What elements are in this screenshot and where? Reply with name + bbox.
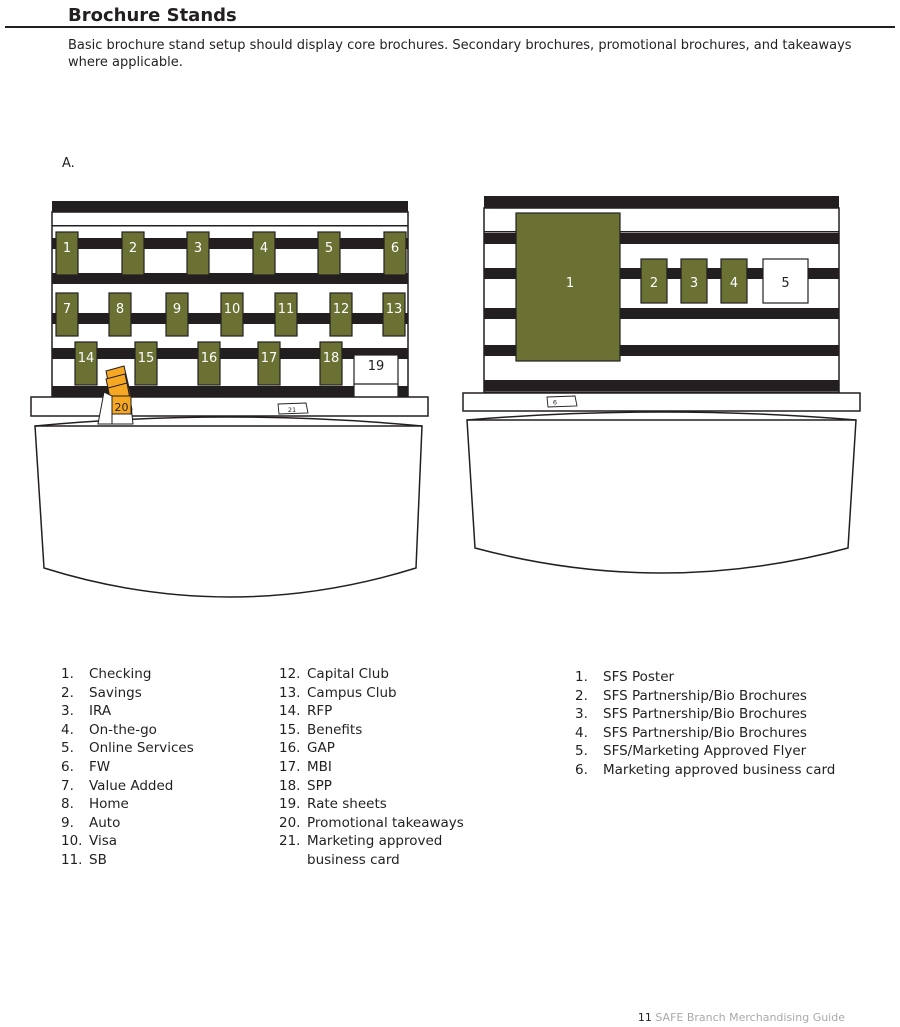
legend-item <box>279 832 464 869</box>
takeaways-label: 20 <box>114 401 129 414</box>
legend-item <box>61 721 194 740</box>
brochure-slot-label: 9 <box>172 302 182 317</box>
right-shelf-bar <box>484 380 839 391</box>
legend-number: 20. <box>279 814 301 831</box>
legend-number: 4. <box>575 724 588 741</box>
legend-left-column-1 <box>61 665 194 870</box>
legend-text: Checking <box>89 666 152 682</box>
legend-text: IRA <box>89 703 112 720</box>
poster-label: 1 <box>565 276 575 291</box>
left-business-card <box>278 403 308 414</box>
legend-item <box>61 814 194 833</box>
legend-number: 21. <box>279 833 301 850</box>
legend-item <box>279 665 464 684</box>
legend-item <box>575 724 835 743</box>
legend-item <box>279 721 464 740</box>
legend-item <box>61 832 194 851</box>
legend-number: 5. <box>575 743 588 760</box>
legend-text: SFS Partnership/Bio Brochures <box>603 724 807 741</box>
legend-text: GAP <box>307 740 335 757</box>
left-shelf-bar <box>52 273 408 284</box>
page-number: 11 <box>637 1011 652 1024</box>
brochure-slot-label: 12 <box>332 302 350 317</box>
rate-sheets-label: 19 <box>367 359 385 374</box>
legend-text: Visa <box>89 833 117 850</box>
legend-number: 16. <box>279 740 301 757</box>
legend-number: 8. <box>61 796 74 813</box>
legend-text: FW <box>89 758 111 775</box>
left-top-header <box>52 201 408 212</box>
legend-item <box>279 777 464 796</box>
legend-number: 4. <box>61 721 74 738</box>
intro-paragraph: Basic brochure stand setup should display core brochures. Secondary brochures, promotional brochures, and takeaways where applicable. <box>68 38 852 70</box>
legend-item <box>61 665 194 684</box>
legend-number: 5. <box>61 740 74 757</box>
legend-text: Marketing approved business card <box>307 833 443 868</box>
legend-number: 2. <box>61 684 74 701</box>
right-stand-cabinet <box>467 420 856 573</box>
brochure-slot-label: 4 <box>259 241 269 256</box>
legend-text: Savings <box>89 684 142 701</box>
brochure-slot-label: 7 <box>62 302 72 317</box>
legend-number: 18. <box>279 777 301 794</box>
brochure-slot-label: 13 <box>385 302 403 317</box>
brochure-slot-label: 3 <box>193 241 203 256</box>
legend-text: Value Added <box>89 777 174 794</box>
legend-text: RFP <box>307 703 333 720</box>
sfs-brochure-label: 2 <box>649 276 659 291</box>
legend-text: On-the-go <box>89 721 157 738</box>
legend-number: 13. <box>279 684 301 701</box>
legend-item <box>61 739 194 758</box>
legend-item <box>61 851 194 870</box>
legend-number: 10. <box>61 833 83 850</box>
legend-number: 11. <box>61 851 83 868</box>
section-label: A. <box>62 156 75 171</box>
legend-left-column-2 <box>279 665 464 870</box>
left-counter <box>31 397 428 416</box>
legend-number: 7. <box>61 777 74 794</box>
legend-number: 14. <box>279 703 301 720</box>
left-stand-cabinet <box>35 426 422 597</box>
legend-number: 1. <box>61 666 74 682</box>
legend-item <box>279 702 464 721</box>
legend-number: 15. <box>279 721 301 738</box>
brochure-slot-label: 15 <box>137 351 155 366</box>
legend-item <box>279 739 464 758</box>
legend-text: Benefits <box>307 721 363 738</box>
left-cabinet-rim <box>35 417 422 426</box>
legend-number: 6. <box>575 761 588 778</box>
legend-text: Marketing approved business card <box>603 761 836 778</box>
legend-number: 19. <box>279 796 301 813</box>
brochure-slot-label: 17 <box>260 351 278 366</box>
right-top-header <box>484 196 839 208</box>
legend-item <box>575 705 835 724</box>
legend-text: MBI <box>307 758 332 775</box>
legend-text: SFS/Marketing Approved Flyer <box>603 743 807 760</box>
legend-text: Rate sheets <box>307 796 387 813</box>
legend-text: Home <box>89 796 129 813</box>
left-stand <box>31 201 428 597</box>
legend-right-column <box>575 668 835 780</box>
right-stand <box>463 196 860 573</box>
legend-item <box>575 687 835 706</box>
page-title: Brochure Stands <box>68 5 237 26</box>
legend-number: 3. <box>61 703 74 720</box>
legend-item <box>575 761 835 780</box>
card-label-right: 6 <box>552 398 558 407</box>
brochure-slot-label: 14 <box>77 351 95 366</box>
legend-text: SFS Partnership/Bio Brochures <box>603 687 807 704</box>
legend-number: 12. <box>279 666 301 682</box>
legend-item <box>61 795 194 814</box>
legend-text: Online Services <box>89 740 194 757</box>
brochure-slot-label: 16 <box>200 351 218 366</box>
legend-number: 2. <box>575 687 588 704</box>
legend-text: Capital Club <box>307 666 389 682</box>
legend-text: SFS Poster <box>603 669 675 685</box>
right-cabinet-rim <box>467 412 856 420</box>
legend-item <box>279 795 464 814</box>
legend-item <box>61 684 194 703</box>
right-counter <box>463 393 860 411</box>
card-label-left: 21 <box>287 406 297 414</box>
brochure-slot-label: 2 <box>128 241 138 256</box>
left-backboard-line <box>52 225 408 227</box>
brochure-slot-label: 11 <box>277 302 295 317</box>
right-business-card <box>547 396 577 407</box>
legend-number: 9. <box>61 814 74 831</box>
sfs-brochure-label: 4 <box>729 276 739 291</box>
legend-text: SPP <box>307 777 332 794</box>
brochure-slot-label: 1 <box>62 241 72 256</box>
legend-number: 3. <box>575 706 588 723</box>
brochure-slot-label: 5 <box>324 241 334 256</box>
legend-number: 17. <box>279 758 301 775</box>
page-footer <box>638 1011 845 1024</box>
flyer-label: 5 <box>781 276 790 291</box>
sfs-brochure-label: 3 <box>689 276 699 291</box>
legend-item <box>575 742 835 761</box>
legend-item <box>61 702 194 721</box>
brochure-slot-label: 10 <box>223 302 241 317</box>
legend-text: SFS Partnership/Bio Brochures <box>603 706 807 723</box>
legend-number: 6. <box>61 758 74 775</box>
legend-text: SB <box>89 851 107 868</box>
brochure-slot-label: 6 <box>390 241 400 256</box>
brochure-slot-label: 18 <box>322 351 340 366</box>
legend-item <box>575 668 835 687</box>
brochure-slot-label: 8 <box>115 302 125 317</box>
legend-item <box>61 777 194 796</box>
legend-item <box>279 814 464 833</box>
legend-item <box>279 758 464 777</box>
left-shelf-bar <box>52 238 408 249</box>
footer-doc-title: SAFE Branch Merchandising Guide <box>655 1011 845 1024</box>
legend-number: 1. <box>575 669 588 685</box>
legend-item <box>61 758 194 777</box>
legend-text: Campus Club <box>307 684 397 701</box>
legend-text: Auto <box>89 814 121 831</box>
legend-text: Promotional takeaways <box>307 814 464 831</box>
legend-item <box>279 684 464 703</box>
